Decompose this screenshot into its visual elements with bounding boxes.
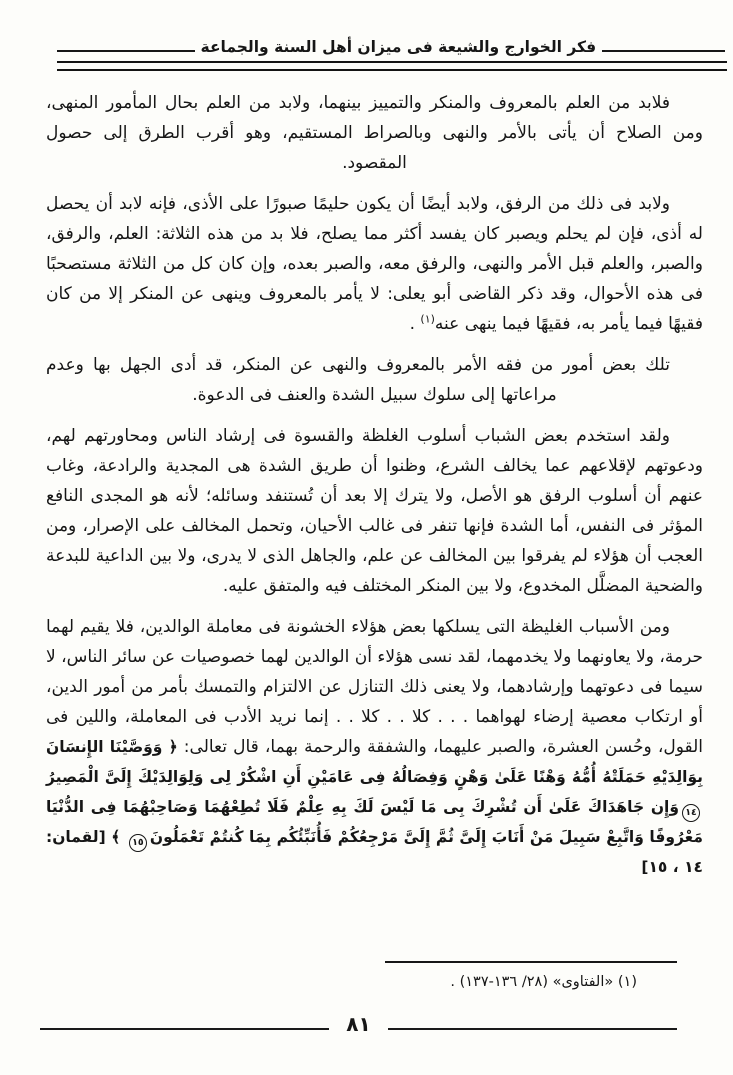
running-head-title: فكر الخوارج والشيعة فى ميزان أهل السنة والجماعة bbox=[200, 38, 597, 56]
footer-rule-left bbox=[40, 1028, 329, 1030]
paragraph-1 bbox=[46, 88, 703, 178]
header-double-rule bbox=[57, 61, 727, 71]
ayah-number-15: ١٥ bbox=[129, 834, 147, 852]
footnote-ref-marker: (١) bbox=[420, 312, 435, 326]
page-number: ٨١ bbox=[346, 1012, 371, 1036]
paragraph-5-lead: ومن الأسباب الغليظة التى يسلكها بعض هؤلاء الخشونة فى معاملة الوالدين، فلا يقيم لهما حرمة، ولا يعاونهما ولا يخدمهما، لقد نسى هؤلاء أن الوالدين لهما خصوصيات عن سائر الناس، لا سيما فى دعوتهما وإرشادهما، ولا يعنى ذلك التنازل عن الالتزام والتمسك بأمر من أمور الدين، أو ارتكاب معصية إرضاء لهواهما . . . كلا . . كلا . . إنما نريد الأدب فى المعاملة، واللين فى القول، وحُسن العشرة، والصبر عليهما، والشفقة والرحمة بهما، قال تعالى: bbox=[46, 617, 704, 757]
paragraph-5 bbox=[46, 612, 703, 882]
paragraph-3-text: تلك بعض أمور من فقه الأمر بالمعروف والنهى عن المنكر، قد أدى الجهل بها وعدم مراعاتها إلى سلوك سبيل الشدة والعنف فى الدعوة. bbox=[46, 355, 670, 405]
footnote-separator-rule bbox=[385, 961, 677, 963]
footnote-text: «الفتاوى» (٢٨/ ١٣٦-١٣٧) . bbox=[450, 974, 614, 990]
footer-rule-right bbox=[388, 1028, 677, 1030]
quran-citation: [لقمان: ١٤ ، ١٥] bbox=[46, 828, 703, 876]
running-head bbox=[57, 38, 725, 56]
footnote bbox=[450, 974, 637, 990]
quran-open-bracket: ﴿ bbox=[162, 738, 178, 756]
header-rule-left bbox=[57, 50, 195, 52]
paragraph-4 bbox=[46, 421, 703, 601]
page-footer bbox=[0, 1012, 733, 1036]
page-body bbox=[46, 88, 703, 882]
paragraph-4-text: ولقد استخدم بعض الشباب أسلوب الغلظة والقسوة فى إرشاد الناس ومحاورتهم لهم، ودعوتهم لإقلاعهم عما يخالف الشرع، وظنوا أن طريق الشدة هى المجدية والرادعة، وغاب عنهم أن أسلوب الرفق هو الأصل، ولا يترك إلا بعد أن تُستنفد وسائله؛ لأنه هو المجدى النافع المؤثر فى النفس، أما الشدة فإنها تنفر فى غالب الأحيان، وتحمل المخالف على الإصرار، ومن العجب أن هؤلاء لم يفرقوا بين المخالف عن علم، والجاهل الذى لا يدرى، ولا بين الداعية للبدعة والضحية المضلَّل المخدوع، ولا بين المنكر المختلف فيه والمتفق عليه. bbox=[46, 426, 703, 596]
quran-verse-14: وَوَصَّيْنَا الإِنسَانَ بِوَالِدَيْهِ حَمَلَتْهُ أُمُّهُ وَهْنًا عَلَىٰ وَهْنٍ وَفِصَالُهُ فِى عَامَيْنِ أَنِ اشْكُرْ لِى وَلِوَالِدَيْكَ إِلَىَّ الْمَصِيرُ bbox=[46, 738, 703, 786]
quran-verse-15: وَإِن جَاهَدَاكَ عَلَىٰ أَن تُشْرِكَ بِى مَا لَيْسَ لَكَ بِهِ عِلْمٌ فَلَا تُطِعْهُمَا وَصَاحِبْهُمَا فِى الدُّنْيَا مَعْرُوفًا وَاتَّبِعْ سَبِيلَ مَنْ أَنَابَ إِلَىَّ ثُمَّ إِلَىَّ مَرْجِعُكُمْ فَأُنَبِّئُكُم بِمَا كُنتُمْ تَعْمَلُونَ bbox=[46, 798, 704, 846]
paragraph-1-text: فلابد من العلم بالمعروف والمنكر والتمييز بينهما، ولابد من العلم بحال المأمور المنهى، ومن الصلاح أن يأتى بالأمر والنهى وبالصراط المستقيم، وهو أقرب الطرق إلى حصول المقصود. bbox=[46, 93, 703, 173]
paragraph-2 bbox=[46, 189, 703, 339]
paragraph-3 bbox=[46, 350, 703, 410]
paragraph-2-text: ولابد فى ذلك من الرفق، ولابد أيضًا أن يكون حليمًا صبورًا على الأذى، فإنه لابد أن يحصل له أذى، فإن لم يحلم ويصبر كان يفسد أكثر مما يصلح، فلا بد من هذه الثلاثة: العلم، والرفق، والصبر، والعلم قبل الأمر والنهى، والرفق معه، والصبر بعده، وإن كان كل من الثلاثة مستصحبًا فى هذه الأحوال، وقد ذكر القاضى أبو يعلى: لا يأمر بالمعروف وينهى عن المنكر إلا من كان فقيهًا فيما يأمر به، فقيهًا فيما ينهى عنه bbox=[46, 194, 703, 334]
ayah-number-14: ١٤ bbox=[682, 804, 700, 822]
footnote-marker: (١) bbox=[617, 974, 637, 990]
paragraph-2-tail: . bbox=[409, 314, 421, 334]
header-rule-right bbox=[602, 50, 725, 52]
quran-close-bracket: ﴾ bbox=[111, 828, 126, 846]
